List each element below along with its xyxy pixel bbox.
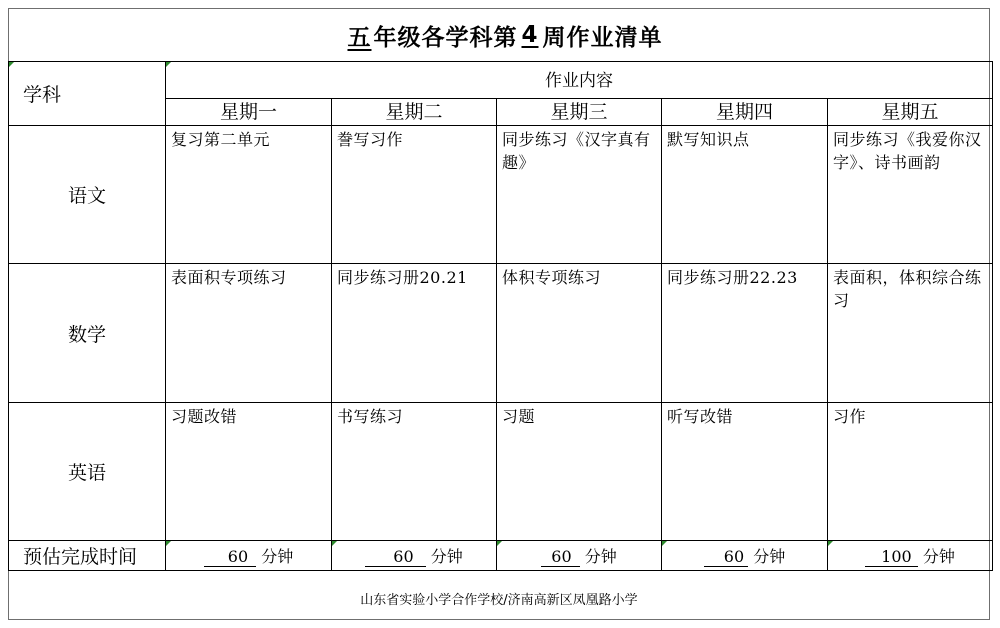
title-week: 4 — [521, 22, 539, 48]
homework-cell: 表面积，体积综合练习 — [828, 264, 993, 403]
day-header-tue: 星期二 — [332, 99, 497, 126]
subject-chinese: 语文 — [9, 126, 166, 264]
homework-cell: 习作 — [828, 403, 993, 541]
corner-marker — [662, 541, 667, 546]
subject-english: 英语 — [9, 403, 166, 541]
homework-cell: 同步练习《汉字真有趣》 — [497, 126, 662, 264]
time-cell — [497, 541, 662, 571]
homework-cell: 同步练习册22.23 — [662, 264, 828, 403]
homework-cell: 誊写习作 — [332, 126, 497, 264]
corner-marker — [9, 62, 14, 67]
time-cell — [166, 541, 332, 571]
page-title — [8, 10, 990, 60]
homework-cell: 书写练习 — [332, 403, 497, 541]
corner-marker — [828, 541, 833, 546]
time-unit: 分钟 — [584, 547, 617, 566]
content-header: 作业内容 — [166, 62, 993, 99]
time-value: 60 — [204, 548, 256, 567]
title-grade: 五 — [347, 24, 372, 51]
time-cell — [332, 541, 497, 571]
table-row-chinese — [9, 126, 993, 264]
homework-table — [8, 61, 993, 571]
time-value: 100 — [865, 548, 918, 567]
corner-marker — [497, 541, 502, 546]
corner-marker — [166, 541, 171, 546]
homework-cell: 同步练习《我爱你汉字》、诗书画韵 — [828, 126, 993, 264]
school-footer: 山东省实验小学合作学校/济南高新区凤凰路小学 — [360, 592, 638, 608]
time-cell — [828, 541, 993, 571]
title-text-2: 周作业清单 — [542, 24, 663, 51]
corner-marker — [166, 62, 171, 67]
homework-cell: 体积专项练习 — [497, 264, 662, 403]
time-value: 60 — [541, 548, 579, 567]
time-unit: 分钟 — [430, 547, 463, 566]
time-cell — [662, 541, 828, 571]
homework-cell: 默写知识点 — [662, 126, 828, 264]
subject-header: 学科 — [9, 62, 166, 126]
homework-cell: 同步练习册20.21 — [332, 264, 497, 403]
homework-cell: 复习第二单元 — [166, 126, 332, 264]
time-value: 60 — [365, 548, 425, 567]
corner-marker — [332, 541, 337, 546]
subject-math: 数学 — [9, 264, 166, 403]
table-row-math — [9, 264, 993, 403]
homework-cell: 听写改错 — [662, 403, 828, 541]
estimated-time-label: 预估完成时间 — [9, 541, 166, 571]
day-header-fri: 星期五 — [828, 99, 993, 126]
day-header-mon: 星期一 — [166, 99, 332, 126]
table-row-english — [9, 403, 993, 541]
title-text-1: 年级各学科第 — [373, 24, 518, 51]
time-unit: 分钟 — [922, 547, 955, 566]
homework-cell: 习题改错 — [166, 403, 332, 541]
table-row-time — [9, 541, 993, 571]
time-value: 60 — [704, 548, 748, 567]
time-unit: 分钟 — [753, 547, 786, 566]
day-header-wed: 星期三 — [497, 99, 662, 126]
time-unit: 分钟 — [261, 547, 294, 566]
homework-cell: 习题 — [497, 403, 662, 541]
homework-cell: 表面积专项练习 — [166, 264, 332, 403]
day-header-thu: 星期四 — [662, 99, 828, 126]
